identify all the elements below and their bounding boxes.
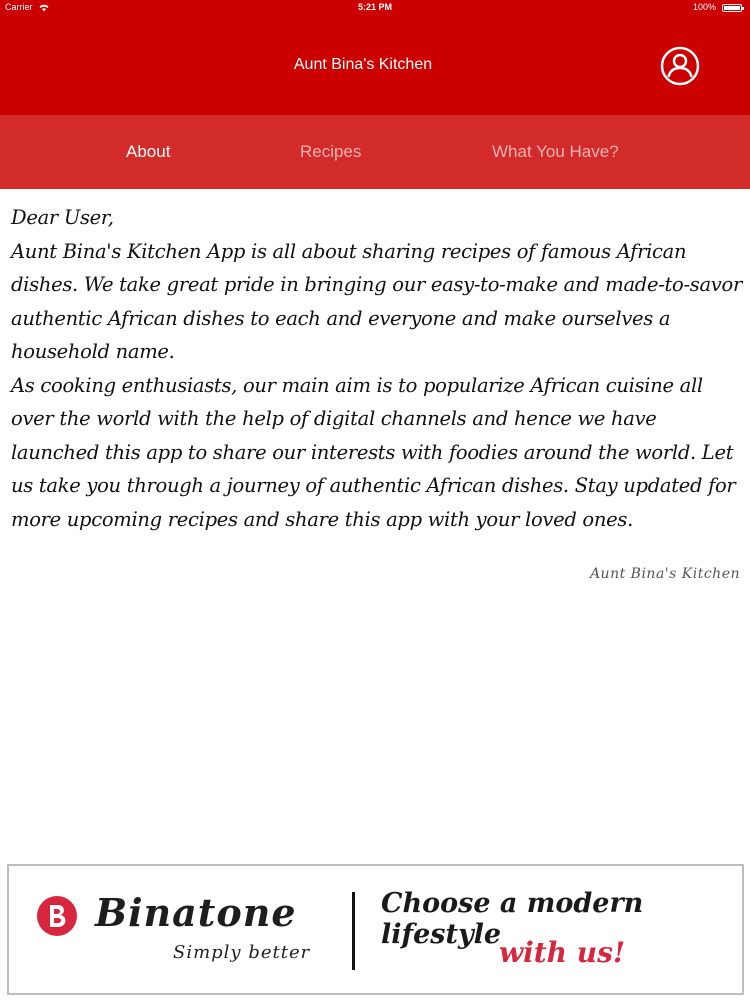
tab-bar [0,115,750,189]
letter-paragraph-1: Aunt Bina's Kitchen App is all about sharing recipes of famous African dishes. We take great pride in bringing our easy-to-make and made-to-savor authentic African dishes to each and everyone and make ourselves a household name. [11,239,742,363]
carrier-label: Carrier [5,2,33,12]
tab-what-you-have[interactable]: What You Have? [492,142,619,161]
app-title: Aunt Bina's Kitchen [293,56,433,73]
ad-tagline: Simply better [173,942,311,963]
tab-recipes[interactable]: Recipes [300,142,362,161]
binatone-logo-icon [35,894,79,938]
ad-headline: Choose a modern lifestyle [381,888,644,950]
signature: Aunt Bina's Kitchen [589,566,740,582]
ad-subline: with us! [499,936,626,969]
ad-brand: Binatone [95,890,297,935]
battery-percentage: 100% [692,2,716,12]
letter-greeting: Dear User, [11,206,114,229]
ad-banner[interactable] [7,864,744,995]
clock: 5:21 PM [357,2,392,12]
tab-about[interactable]: About [126,142,171,161]
app-header [0,16,750,115]
status-bar [0,0,750,16]
about-letter [11,201,746,536]
ad-divider [352,892,355,970]
user-profile-icon[interactable] [660,46,700,86]
battery-icon [722,4,742,12]
letter-paragraph-2: As cooking enthusiasts, our main aim is to popularize African cuisine all over the world with the help of digital channels and hence we have launched this app to share our interests with foodies around the world. Let us take you through a journey of authentic African dishes. Stay updated for more upcoming recipes and share this app with your loved ones. [11,373,736,531]
